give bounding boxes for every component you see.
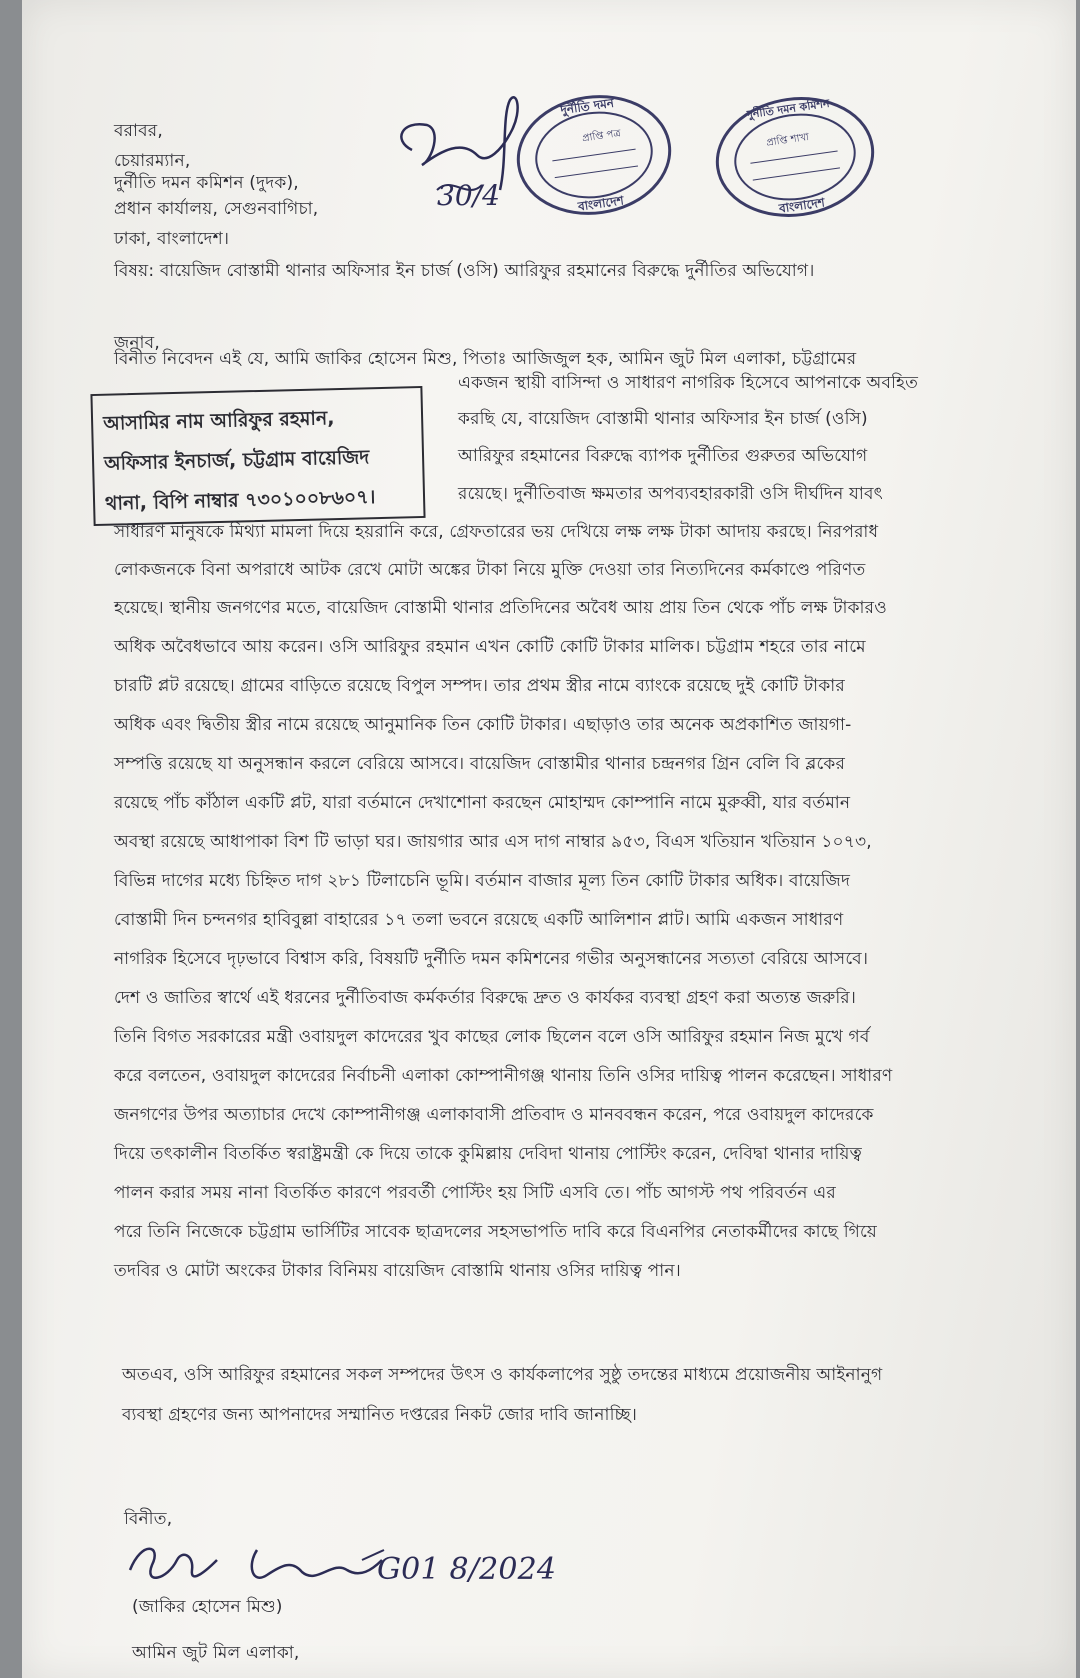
body-line: অধিক অবৈধভাবে আয় করেন। ওসি আরিফুর রহমান এখন কোটি কোটি টাকার মালিক। চট্টগ্রাম শহরে তার নামে bbox=[114, 637, 866, 657]
sender-name: (জাকির হোসেন মিশু) bbox=[132, 1597, 283, 1617]
addressee-line: প্রধান কার্যালয়, সেগুনবাগিচা, bbox=[114, 199, 319, 219]
stamp-left-mid-text: প্রাপ্তি পত্র bbox=[581, 128, 622, 145]
accused-box-line: অফিসার ইনচার্জ, চট্টগ্রাম বায়েজিদ bbox=[103, 446, 370, 475]
body-line: হয়েছে। স্থানীয় জনগণের মতে, বায়েজিদ বোস্তামী থানার প্রতিদিনের অবৈধ আয় প্রায় তিন থেকে পাঁচ লক্ষ টাকারও bbox=[114, 598, 887, 618]
body-line: অবস্থা রয়েছে আধাপাকা বিশ টি ভাড়া ঘর। জায়গার আর এস দাগ নাম্বার ৯৫৩, বিএস খতিয়ান খতিয়ান ১০৭৩, bbox=[114, 832, 872, 852]
body-line: সম্পত্তি রয়েছে যা অনুসন্ধান করলে বেরিয়ে আসবে। বায়েজিদ বোস্তামীর থানার চন্দ্রনগর গ্রিন বেলি বি ব্লকের bbox=[114, 754, 846, 774]
stamp-right-mid-text: প্রাপ্তি শাখা bbox=[765, 131, 810, 149]
addressee-line: দুর্নীতি দমন কমিশন (দুদক), bbox=[114, 173, 299, 193]
stamp-left-bottom-text: বাংলাদেশ bbox=[577, 193, 625, 214]
addressee-line: বরাবর, bbox=[114, 121, 163, 141]
body-line: দেশ ও জাতির স্বার্থে এই ধরনের দুর্নীতিবাজ কর্মকর্তার বিরুদ্ধে দ্রুত ও কার্যকর ব্যবস্থা গ্রহণ করা অত্যন্ত জরুরি। bbox=[114, 988, 857, 1008]
body-line: তিনি বিগত সরকারের মন্ত্রী ওবায়দুল কাদেরের খুব কাছের লোক ছিলেন বলে ওসি আরিফুর রহমান নিজ মুখে গর্ব bbox=[114, 1027, 870, 1047]
right-column-line: করছি যে, বায়েজিদ বোস্তামী থানার অফিসার ইন চার্জ (ওসি) bbox=[458, 409, 868, 429]
body-line: করে বলতেন, ওবায়দুল কাদেরের নির্বাচনী এলাকা কোম্পানীগঞ্জ থানায় তিনি ওসির দায়িত্ব পালন করেছেন। সাধারণ bbox=[114, 1066, 893, 1086]
body-line: সাধারণ মানুষকে মিথ্যা মামলা দিয়ে হয়রানি করে, গ্রেফতারের ভয় দেখিয়ে লক্ষ লক্ষ টাকা আদায় করছে। নিরপরাধ bbox=[114, 522, 879, 542]
body-line: অধিক এবং দ্বিতীয় স্ত্রীর নামে রয়েছে আনুমানিক তিন কোটি টাকার। এছাড়াও তার অনেক অপ্রকাশিত জায়গা- bbox=[114, 715, 852, 735]
letter-subject: বিষয়: বায়েজিদ বোস্তামী থানার অফিসার ইন চার্জ (ওসি) আরিফুর রহমানের বিরুদ্ধে দুর্নীতির অভিযোগ। bbox=[114, 261, 815, 281]
accused-box-line: আসামির নাম আরিফুর রহমান, bbox=[102, 407, 335, 435]
body-line: জনগণের উপর অত্যাচার দেখে কোম্পানীগঞ্জ এলাকাবাসী প্রতিবাদ ও মানববন্ধন করেন, পরে ওবায়দুল কাদেরকে bbox=[114, 1105, 874, 1125]
receipt-date: 30/4 bbox=[437, 179, 500, 212]
accused-info-box bbox=[90, 386, 425, 526]
right-column-line: রয়েছে। দুর্নীতিবাজ ক্ষমতার অপব্যবহারকারী ওসি দীর্ঘদিন যাবৎ bbox=[458, 484, 883, 504]
body-line: নাগরিক হিসেবে দৃঢ়ভাবে বিশ্বাস করি, বিষয়টি দুর্নীতি দমন কমিশনের গভীর অনুসন্ধানের সত্যতা বেরিয়ে আসবে। bbox=[114, 949, 869, 969]
body-line: তদবির ও মোটা অংকের টাকার বিনিময় বায়েজিদ বোস্তামি থানায় ওসির দায়িত্ব পান। bbox=[114, 1261, 681, 1281]
stamp-right-top-text: দুর্নীতি দমন কমিশন bbox=[746, 96, 831, 122]
addressee-line: ঢাকা, বাংলাদেশ। bbox=[114, 229, 230, 249]
intro-line: বিনীত নিবেদন এই যে, আমি জাকির হোসেন মিশু, পিতাঃ আজিজুল হক, আমিন জুট মিল এলাকা, চট্টগ্রামের bbox=[114, 349, 857, 369]
conclusion-line: ব্যবস্থা গ্রহণের জন্য আপনাদের সম্মানিত দপ্তরের নিকট জোর দাবি জানাচ্ছি। bbox=[122, 1405, 638, 1425]
stamp-left-top-text: দুর্নীতি দমন bbox=[559, 95, 615, 118]
right-column-line: আরিফুর রহমানের বিরুদ্ধে ব্যাপক দুর্নীতির গুরুতর অভিযোগ bbox=[458, 446, 868, 466]
valediction: বিনীত, bbox=[124, 1509, 173, 1529]
body-line: পালন করার সময় নানা বিতর্কিত কারণে পরবর্তী পোস্টিং হয় সিটি এসবি তে। পাঁচ আগস্ট পথ পরিবর্তন এর bbox=[114, 1183, 836, 1203]
body-line: লোকজনকে বিনা অপরাধে আটক রেখে মোটা অঙ্কের টাকা নিয়ে মুক্তি দেওয়া তার নিত্যদিনের কর্মকাণ্ডে পরিণত bbox=[114, 560, 866, 580]
body-line: বোস্তামী দিন চন্দনগর হাবিবুল্লা বাহারের ১৭ তলা ভবনে রয়েছে একটি আলিশান প্লাট। আমি একজন সাধারণ bbox=[114, 910, 844, 930]
anti-corruption-stamp-right bbox=[710, 92, 880, 222]
right-column-line: একজন স্থায়ী বাসিন্দা ও সাধারণ নাগরিক হিসেবে আপনাকে অবহিত bbox=[458, 373, 919, 393]
body-line: দিয়ে তৎকালীন বিতর্কিত স্বরাষ্ট্রমন্ত্রী কে দিয়ে তাকে কুমিল্লায় দেবিদা থানায় পোস্টিং করেন, দেবিদ্বা থানার দায়িত্ব bbox=[114, 1144, 862, 1164]
accused-box-line: থানা, বিপি নাম্বার ৭৩০১০০৮৬০৭। bbox=[104, 486, 376, 515]
anti-corruption-stamp-left bbox=[512, 90, 677, 220]
conclusion-line: অতএব, ওসি আরিফুর রহমানের সকল সম্পদের উৎস ও কার্যকলাপের সুষ্ঠু তদন্তের মাধ্যমে প্রয়োজনীয় আইনানুগ bbox=[122, 1365, 883, 1385]
stamp-right-bottom-text: বাংলাদেশ bbox=[778, 195, 826, 216]
body-line: চারটি প্লট রয়েছে। গ্রামের বাড়িতে রয়েছে বিপুল সম্পদ। তার প্রথম স্ত্রীর নামে ব্যাংকে রয়েছে দুই কোটি টাকার bbox=[114, 676, 845, 696]
body-line: রয়েছে পাঁচ কাঁঠাল একটি প্লট, যারা বর্তমানে দেখাশোনা করছেন মোহাম্মদ কোম্পানি নামে মুরুব্বী, যার বর্তমান bbox=[114, 793, 851, 813]
sender-address: আমিন জুট মিল এলাকা, bbox=[132, 1643, 300, 1663]
body-line: বিভিন্ন দাগের মধ্যে চিহ্নিত দাগ ২৮১ টিলাচেনি ভূমি। বর্তমান বাজার মূল্য তিন কোটি টাকার অধিক। বায়েজিদ bbox=[114, 871, 851, 891]
salutation: জনাব, bbox=[114, 333, 160, 353]
sender-signature-date: G01 8/2024 bbox=[377, 1552, 557, 1587]
addressee-line: চেয়ারম্যান, bbox=[114, 151, 191, 171]
body-line: পরে তিনি নিজেকে চট্টগ্রাম ভার্সিটির সাবেক ছাত্রদলের সহসভাপতি দাবি করে বিএনপির নেতাকর্মীদের কাছে গিয়ে bbox=[114, 1222, 878, 1242]
complaint-letter bbox=[22, 0, 1076, 1678]
